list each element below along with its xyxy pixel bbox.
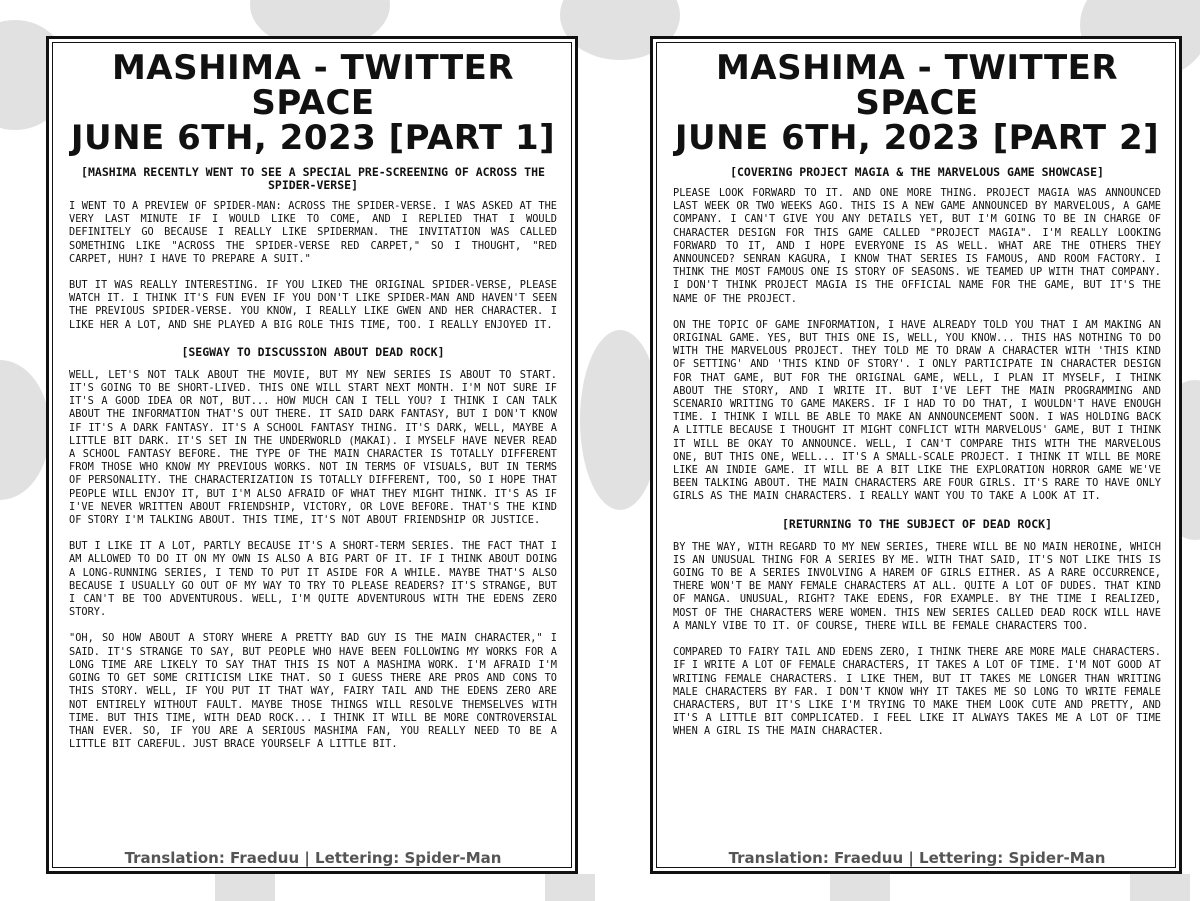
- paragraph: BY THE WAY, WITH REGARD TO MY NEW SERIES, THERE WILL BE NO MAIN HEROINE, WHICH IS AN UNUSUAL THING FOR A SERIES BY ME. WITH THAT SAID, IT'S NOT LIKE THIS IS GOING TO BE A SERIES INVOLVING A HAREM OF GIRLS EITHER. AS A RARE OCCURRENCE, THERE WON'T BE MANY FEMALE CHARACTERS AT ALL. QUITE A LOT OF DUDES. THAT KIND OF MANGA. UNUSUAL, RIGHT? TAKE EDENS, FOR EXAMPLE. BY THE TIME I REALIZED, MOST OF THE CHARACTERS WERE WOMEN. THIS NEW SERIES CALLED DEAD ROCK WILL HAVE A MANLY VIBE TO IT. OF COURSE, THERE WILL BE FEMALE CHARACTERS TOO.: [673, 540, 1161, 632]
- page-title: [69, 48, 557, 158]
- page-title: [673, 48, 1161, 158]
- section-heading: [SEGWAY TO DISCUSSION ABOUT DEAD ROCK]: [181, 344, 445, 359]
- paragraph: BUT I LIKE IT A LOT, PARTLY BECAUSE IT'S A SHORT-TERM SERIES. THE FACT THAT I AM ALLOWED TO DO IT ON MY OWN IS ALSO A BIG PART OF IT. IF I THINK ABOUT DOING A LONG-RUNNING SERIES, I TEND TO PUT IT ASIDE FOR A WHILE. MAYBE THAT'S ALSO BECAUSE I USUALLY GO OUT OF MY WAY TO TRY TO PLEASE READERS? IT'S STRANGE, BUT I CAN'T BE TOO ADVENTUROUS. WELL, I'M QUITE ADVENTUROUS WITH THE EDENS ZERO STORY.: [69, 540, 557, 619]
- title-line-2: JUNE 6TH, 2023 [PART 2]: [674, 118, 1160, 158]
- paragraph: BUT IT WAS REALLY INTERESTING. IF YOU LIKED THE ORIGINAL SPIDER-VERSE, PLEASE WATCH IT. I THINK IT'S FUN EVEN IF YOU DON'T LIKE SPIDER-MAN AND HAVEN'T SEEN THE PREVIOUS SPIDER-VERSE. YOU KNOW, I REALLY LIKE GWEN AND HER CHARACTER. I LIKE HER A LOT, AND SHE PLAYED A BIG ROLE THIS TIME, TOO. I REALLY ENJOYED IT.: [69, 279, 557, 331]
- title-line-2: JUNE 6TH, 2023 [PART 1]: [70, 118, 556, 158]
- title-line-1: MASHIMA - TWITTER SPACE: [715, 48, 1119, 123]
- paragraph: I WENT TO A PREVIEW OF SPIDER-MAN: ACROSS THE SPIDER-VERSE. I WAS ASKED AT THE VERY LAST MINUTE IF I WOULD LIKE TO COME, AND I REPLIED THAT I WOULD DEFINITELY GO BECAUSE I REALLY LIKE SPIDERMAN. THE INVITATION WAS CALLED SOMETHING LIKE "ACROSS THE SPIDER-VERSE RED CARPET," SO I THOUGHT, "RED CARPET, HUH? I HAVE TO PREPARE A SUIT.": [69, 200, 557, 265]
- page-panel-part-1: [46, 36, 578, 874]
- paragraph: PLEASE LOOK FORWARD TO IT. AND ONE MORE THING. PROJECT MAGIA WAS ANNOUNCED LAST WEEK OR TWO WEEKS AGO. THIS IS A NEW GAME ANNOUNCED BY MARVELOUS, A GAME COMPANY. I CAN'T GIVE YOU ANY DETAILS YET, BUT I'M GOING TO BE IN CHARGE OF CHARACTER DESIGN FOR THIS GAME CALLED "PROJECT MAGIA". I'M REALLY LOOKING FORWARD TO IT, AND I HOPE EVERYONE IS AS WELL. WHAT ARE THE OTHERS THEY ANNOUNCED? SENRAN KAGURA, I KNOW THAT SERIES IS FAMOUS, AND ROOM FACTORY. I THINK THE MOST FAMOUS ONE IS STORY OF SEASONS. WE TEAMED UP WITH THAT COMPANY. I DON'T THINK PROJECT MAGIA IS THE OFFICIAL NAME FOR THE GAME, BUT IT'S THE NAME OF THE PROJECT.: [673, 187, 1161, 305]
- page-panel-part-2: [650, 36, 1182, 874]
- section-heading: [RETURNING TO THE SUBJECT OF DEAD ROCK]: [781, 516, 1053, 531]
- paragraph: ON THE TOPIC OF GAME INFORMATION, I HAVE ALREADY TOLD YOU THAT I AM MAKING AN ORIGINAL GAME. YES, BUT THIS ONE IS, WELL, YOU KNOW... THIS HAS NOTHING TO DO WITH THE MARVELOUS PROJECT. THEY TOLD ME TO DRAW A CHARACTER WITH 'THIS KIND OF SETTING' AND 'THIS KIND OF STORY'. I ONLY PARTICIPATE IN CHARACTER DESIGN FOR THAT GAME, BUT FOR THE ORIGINAL GAME, WELL, I PLAN IT MYSELF, I THINK ABOUT THE STORY, AND I WRITE IT. BUT I'VE LEFT THE MAIN PROGRAMMING AND SCENARIO WRITING TO GAME MAKERS. IF I HAD TO DO THAT, I WOULDN'T HAVE ENOUGH TIME. I THINK I WILL BE ABLE TO MAKE AN ANNOUNCEMENT SOON. I WAS HOLDING BACK A LITTLE BECAUSE I THOUGHT IT MIGHT CONFLICT WITH MARVELOUS' GAME, BUT I THINK IT WILL BE OKAY TO ANNOUNCE. WELL, I CAN'T COMPARE THIS WITH THE MARVELOUS ONE, BUT THIS ONE, WELL... IT'S A SMALL-SCALE PROJECT. I THINK IT WILL BE MORE LIKE AN INDIE GAME. IT WILL BE A BIT LIKE THE EXPLORATION HORROR GAME WE'VE BEEN TALKING ABOUT. THE MAIN CHARACTERS ARE FOUR GIRLS. IT'S RARE TO HAVE ONLY GIRLS AS THE MAIN CHARACTERS. I REALLY WANT YOU TO TAKE A LOOK AT IT.: [673, 318, 1161, 503]
- paragraph: "OH, SO HOW ABOUT A STORY WHERE A PRETTY BAD GUY IS THE MAIN CHARACTER," I SAID. IT'S STRANGE TO SAY, BUT PEOPLE WHO HAVE BEEN FOLLOWING MY WORKS FOR A LONG TIME ARE LIKELY TO SAY THAT THIS IS NOT A MASHIMA WORK. I'M AFRAID I'M GOING TO GET SOME CRITICISM LIKE THAT. SO I GUESS THERE ARE PROS AND CONS TO THIS STORY. WELL, IF YOU PUT IT THAT WAY, FAIRY TAIL AND THE EDENS ZERO ARE NOT ENTIRELY WITHOUT FAULT. MAYBE THOSE THINGS WILL RESOLVE THEMSELVES WITH TIME. BUT THIS TIME, WITH DEAD ROCK... I THINK IT WILL BE MORE CONTROVERSIAL THAN EVER. SO, IF YOU ARE A SERIOUS MASHIMA FAN, YOU REALLY NEED TO BE A LITTLE BIT CAREFUL. JUST BRACE YOURSELF A LITTLE BIT.: [69, 632, 557, 751]
- subtitle: [MASHIMA RECENTLY WENT TO SEE A SPECIAL PRE-SCREENING OF ACROSS THE SPIDER-VERSE]: [81, 165, 545, 192]
- paragraph: COMPARED TO FAIRY TAIL AND EDENS ZERO, I THINK THERE ARE MORE MALE CHARACTERS. IF I WRITE A LOT OF FEMALE CHARACTERS, IT TAKES A LOT OF TIME. I'M NOT GOOD AT WRITING FEMALE CHARACTERS. I LIKE THEM, BUT IT TAKES ME LONGER THAN WRITING MALE CHARACTERS BY FAR. I DON'T KNOW WHY IT TAKES ME SO LONG TO WRITE FEMALE CHARACTERS, BUT IT'S LIKE I'M TRYING TO MAKE THEM LOOK CUTE AND PRETTY, AND IT'S A LITTLE BIT COMPLICATED. I FEEL LIKE IT ALWAYS TAKES ME A LOT OF TIME WHEN A GIRL IS THE MAIN CHARACTER.: [673, 646, 1161, 738]
- paragraph: WELL, LET'S NOT TALK ABOUT THE MOVIE, BUT MY NEW SERIES IS ABOUT TO START. IT'S GOING TO BE SHORT-LIVED. THIS ONE WILL START NEXT MONTH. I'M NOT SURE IF IT'S A GOOD IDEA OR NOT, BUT... HOW MUCH CAN I TELL YOU? I THINK I CAN TALK ABOUT THE INFORMATION THAT'S OUT THERE. IT SAID DARK FANTASY, BUT I DON'T KNOW IF IT'S A DARK FANTASY. IT'S A SCHOOL FANTASY THING. IT'S DARK, WELL, MAYBE A LITTLE BIT DARK. IT'S SET IN THE UNDERWORLD (MAKAI). I MYSELF HAVE NEVER READ A SCHOOL FANTASY BEFORE. THE TYPE OF THE MAIN CHARACTER IS TOTALLY DIFFERENT FROM THOSE WHO KNOW MY PREVIOUS WORKS. NOT IN TERMS OF VISUALS, BUT IN TERMS OF PERSONALITY. THE CHARACTERIZATION IS TOTALLY DIFFERENT, TOO, SO I HOPE THAT PEOPLE WILL ENJOY IT, BUT I'M ALSO AFRAID OF WHAT THEY MIGHT THINK. IT'S AS IF I'VE NEVER WRITTEN ABOUT FRIENDSHIP, VICTORY, OR LOVE BEFORE. THAT'S THE KIND OF STORY I'M TALKING ABOUT. THIS TIME, IT'S NOT ABOUT FRIENDSHIP OR JUSTICE.: [69, 368, 557, 527]
- credit-line: Translation: Fraeduu | Lettering: Spider-Man: [728, 849, 1106, 867]
- credit-line: Translation: Fraeduu | Lettering: Spider-Man: [124, 849, 502, 867]
- subtitle: [COVERING PROJECT MAGIA & THE MARVELOUS GAME SHOWCASE]: [730, 165, 1104, 179]
- title-line-1: MASHIMA - TWITTER SPACE: [111, 48, 515, 123]
